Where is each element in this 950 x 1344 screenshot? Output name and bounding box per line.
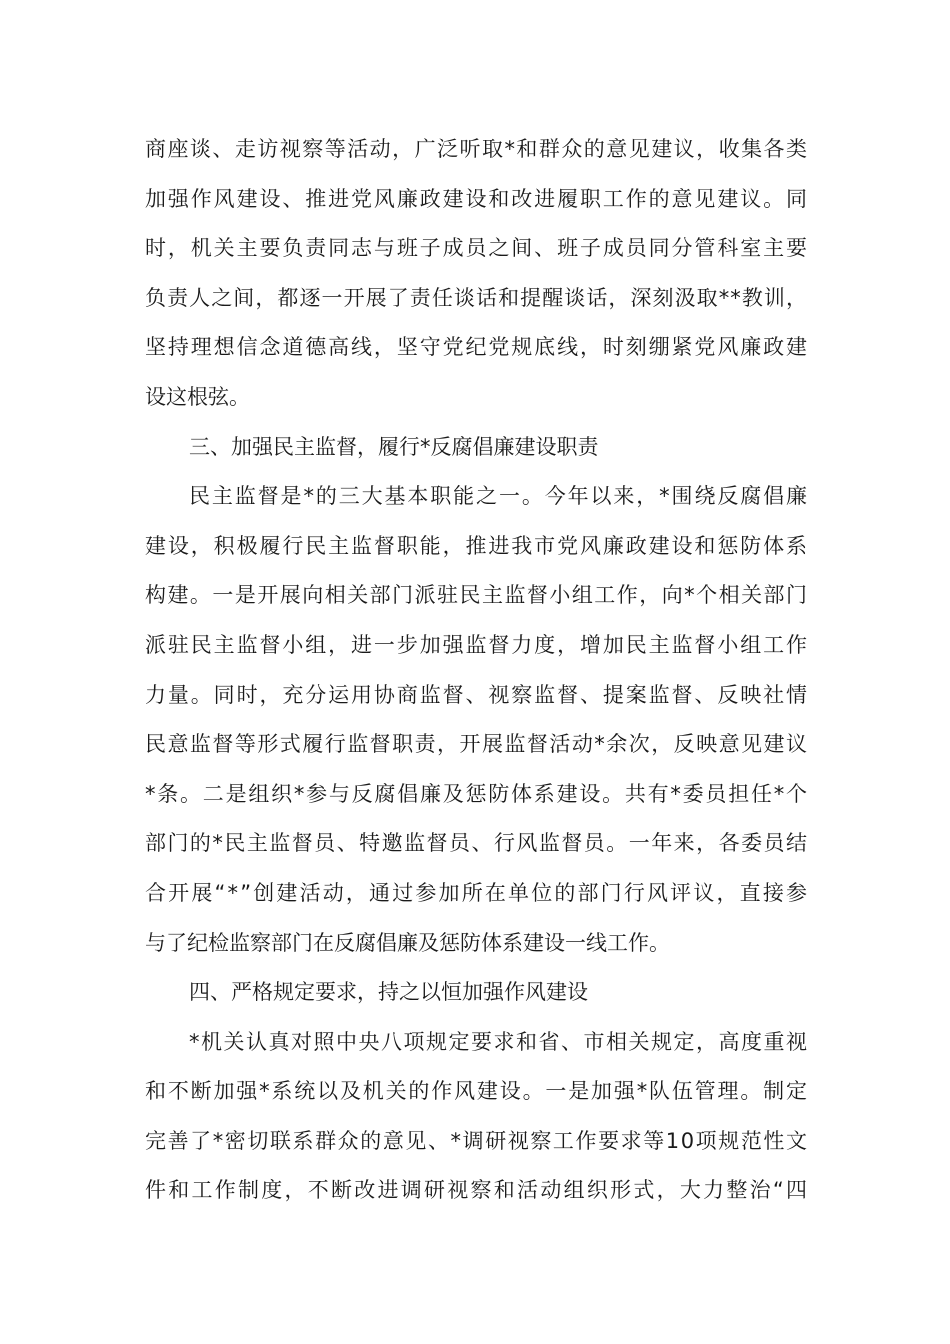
body-line-text: 部门的*民主监督员、特邀监督员、行风监督员。一年来，各委员结 [145,831,809,856]
body-line-text: 建设，积极履行民主监督职能，推进我市党风廉政建设和惩防体系 [145,533,809,558]
body-line [145,175,807,225]
body-line-text: 和不断加强*系统以及机关的作风建设。一是加强*队伍管理。制定 [145,1079,809,1104]
body-line-text: 件和工作制度，不断改进调研视察和活动组织形式，大力整治“四 [145,1178,810,1203]
body-line [145,1067,807,1117]
body-line [145,621,807,671]
body-line-text: 负责人之间，都逐一开展了责任谈话和提醒谈话，深刻汲取**教训， [145,285,809,310]
body-line [145,720,807,770]
body-line [145,770,807,820]
body-line-text: 派驻民主监督小组，进一步加强监督力度，增加民主监督小组工作 [145,632,809,657]
body-line [145,671,807,721]
body-line [145,571,807,621]
body-line [145,1117,807,1167]
body-line-text: 设这根弦。 [145,384,250,409]
body-line-text: 完善了*密切联系群众的意见、*调研视察工作要求等10项规范性文 [145,1128,809,1153]
body-line-text: *机关认真对照中央八项规定要求和省、市相关规定，高度重视 [189,1029,809,1054]
body-line [145,472,807,522]
section-heading-text: 四、严格规定要求，持之以恒加强作风建设 [189,980,588,1005]
body-line-text: 时，机关主要负责同志与班子成员之间、班子成员同分管科室主要 [145,236,809,261]
body-line [145,819,807,869]
body-line-text: 与了纪检监察部门在反腐倡廉及惩防体系建设一线工作。 [145,930,670,955]
body-line-text: 构建。一是开展向相关部门派驻民主监督小组工作，向*个相关部门 [145,583,809,608]
body-line [145,125,807,175]
body-line-text: 力量。同时，充分运用协商监督、视察监督、提案监督、反映社情 [145,682,809,707]
body-line [145,1166,810,1216]
body-line [145,323,807,373]
document-body [145,125,810,1216]
section-heading [145,423,807,473]
body-line-text: 民意监督等形式履行监督职责，开展监督活动*余次，反映意见建议 [145,732,809,757]
body-line [145,1018,807,1068]
body-line [145,522,807,572]
section-heading-text: 三、加强民主监督，履行*反腐倡廉建设职责 [189,434,599,459]
body-line-text: 民主监督是*的三大基本职能之一。今年以来，*围绕反腐倡廉 [189,484,809,509]
body-line [145,224,807,274]
body-line-text: 坚持理想信念道德高线，坚守党纪党规底线，时刻绷紧党风廉政建 [145,335,809,360]
section-heading [145,968,807,1018]
body-line [145,274,807,324]
body-line-text: 商座谈、走访视察等活动，广泛听取*和群众的意见建议，收集各类 [145,137,809,161]
body-line-text: 合开展“*”创建活动，通过参加所在单位的部门行风评议，直接参 [145,880,810,905]
body-line-text: *条。二是组织*参与反腐倡廉及惩防体系建设。共有*委员担任*个 [145,781,809,806]
body-line-text: 加强作风建设、推进党风廉政建设和改进履职工作的意见建议。同 [145,186,809,211]
body-line [145,919,807,969]
body-line [145,373,807,423]
body-line [145,869,810,919]
